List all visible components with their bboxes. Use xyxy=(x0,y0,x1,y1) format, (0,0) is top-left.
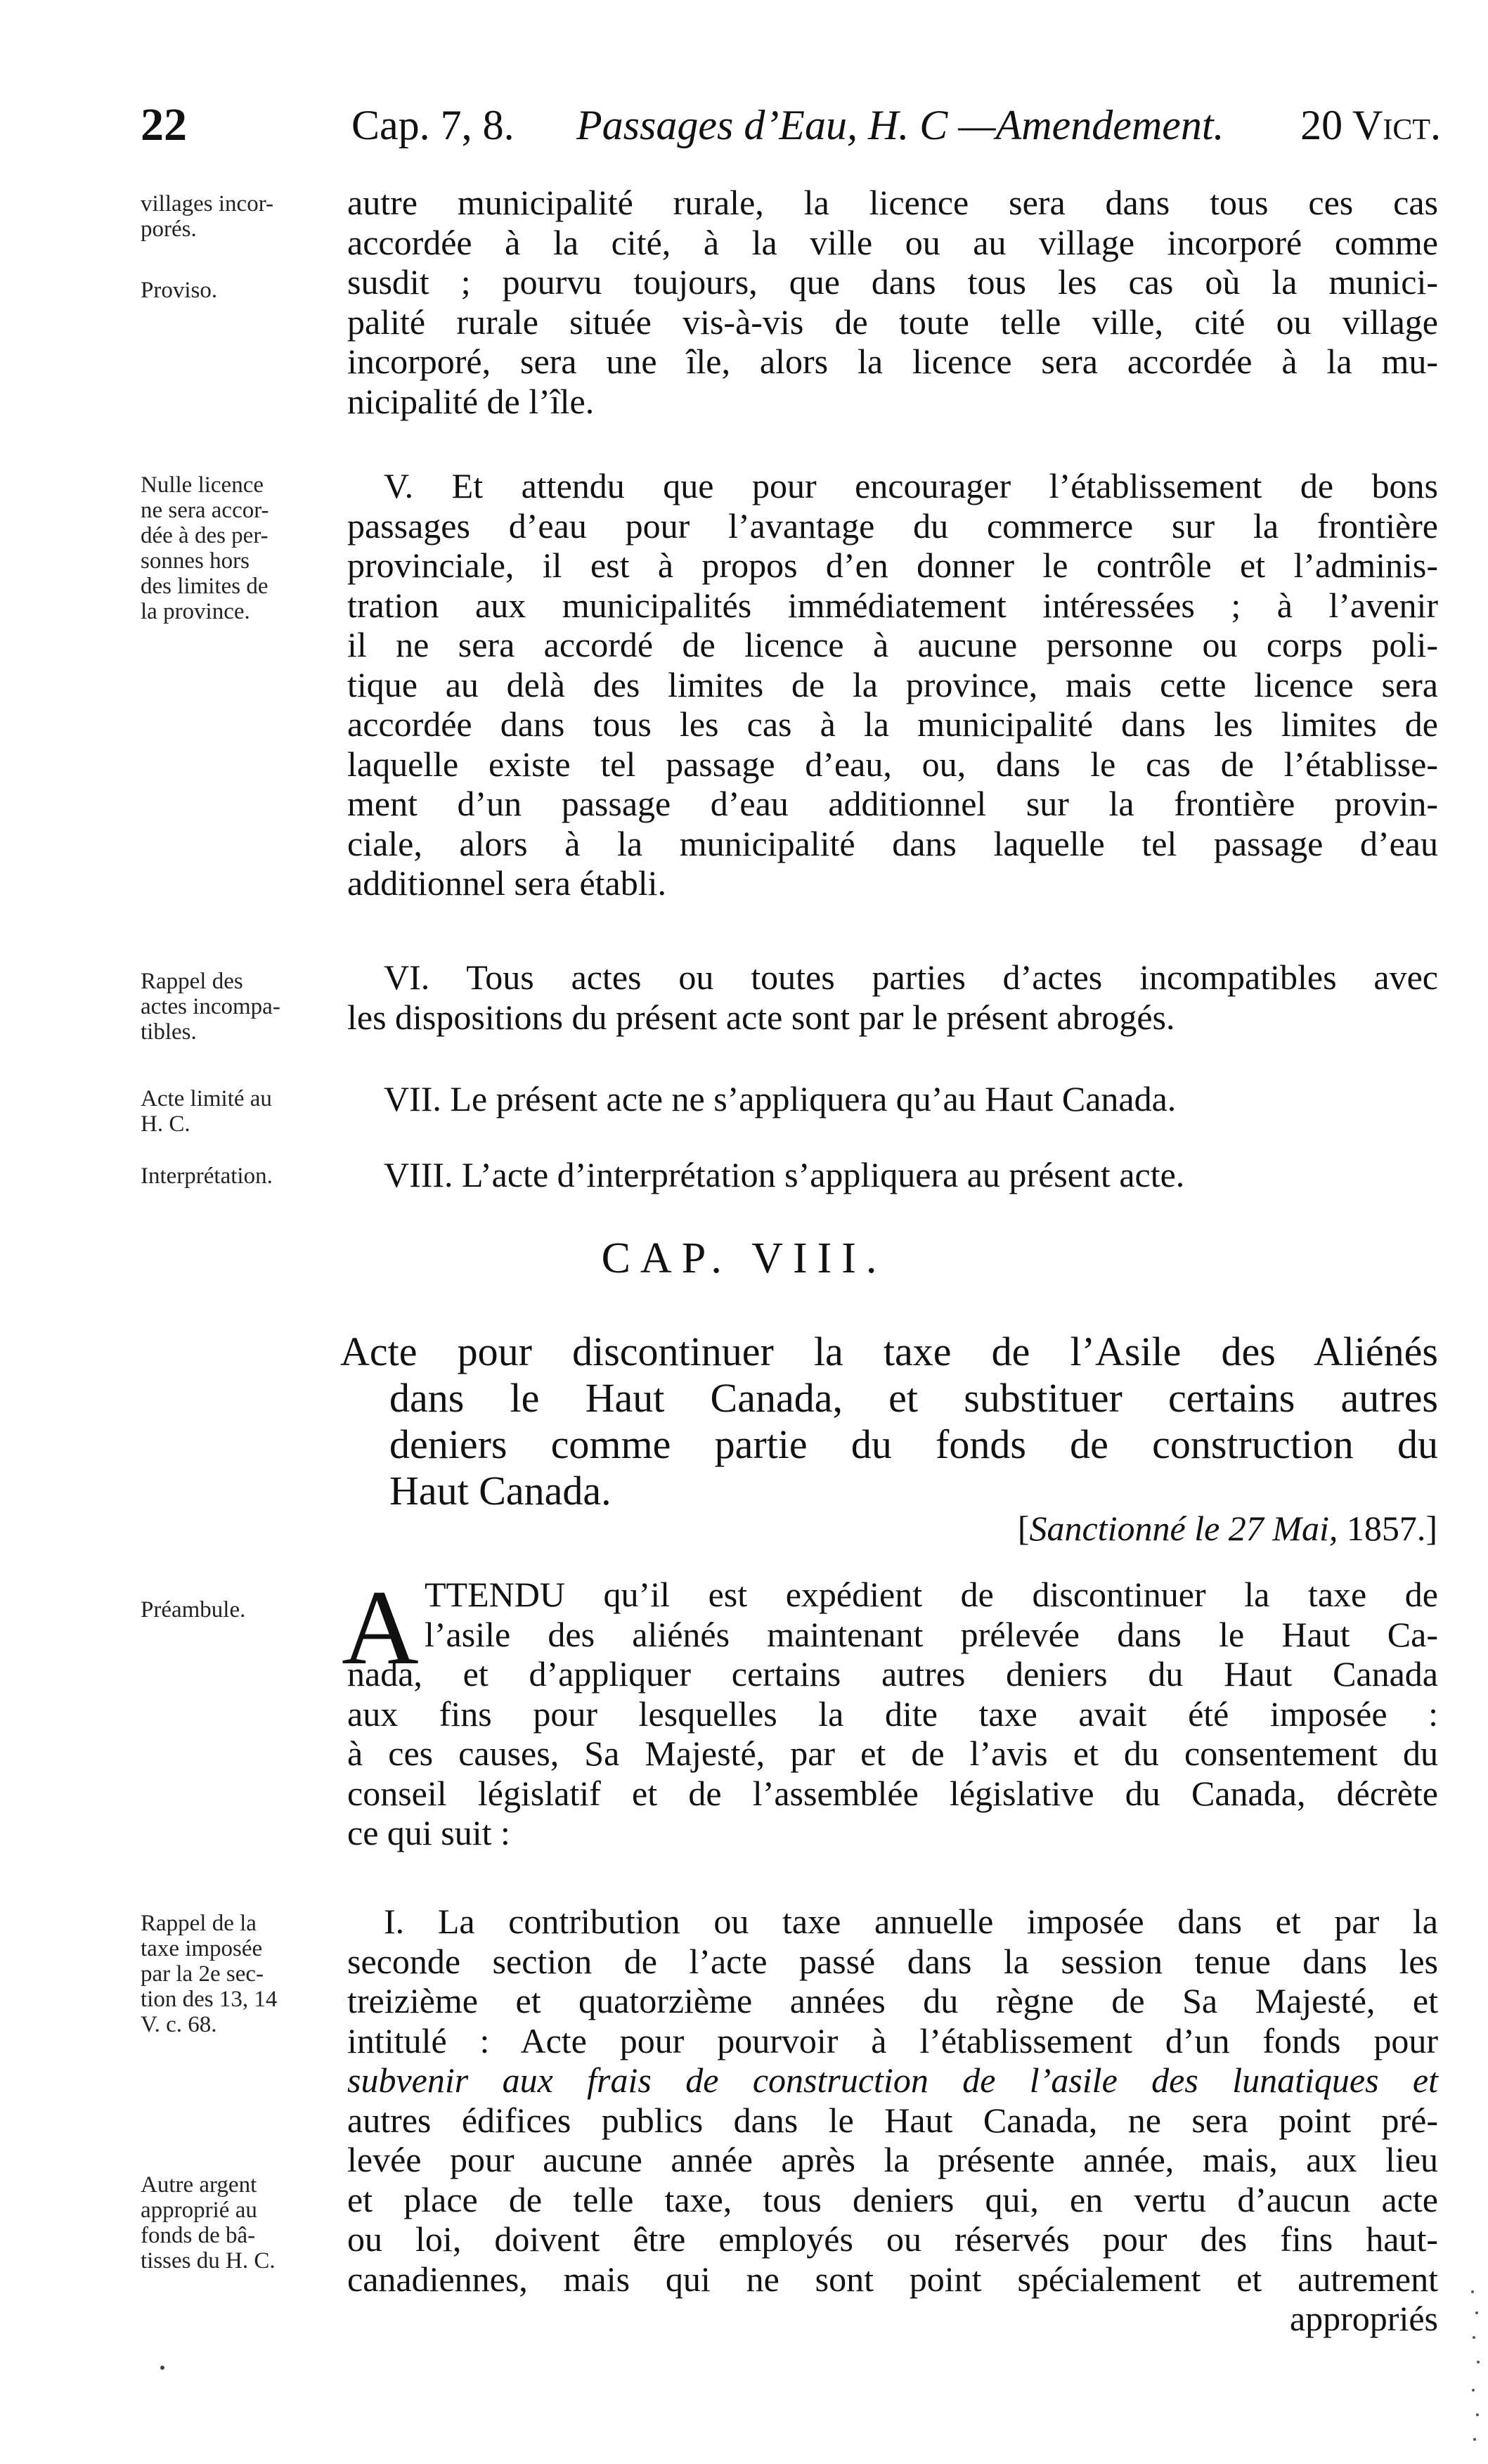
act-title: Acte pour discontinuer la taxe de l’Asile des Aliénés dans le Haut Canada, et substituer certains autres deniers comme partie du fonds de construction du Haut Canada. xyxy=(340,1329,1438,1514)
catchword: appropriés xyxy=(1289,2299,1438,2338)
margin-note-autre-argent: Autre argent approprié au fonds de bâ- tisses du H. C. xyxy=(141,2172,276,2273)
margin-note-rappel-taxe: Rappel de la taxe imposée par la 2e sec- tion des 13, 14 V. c. 68. xyxy=(141,1911,278,2037)
paragraph-section-vi: VI. Tous actes ou toutes parties d’actes incompatibles avec les dispositions du présent acte sont par le présent abrogés. xyxy=(347,957,1438,1037)
margin-note-rappel: Rappel des actes incompa- tibles. xyxy=(141,969,280,1045)
paragraph-section-v: V. Et attendu que pour encourager l’établissement de bons passages d’eau pour l’avantage du commerce sur la frontière provinciale, il est à propos d’en donner le contrôle et l’adminis- tration aux municipalités immédiatement intéressées ; à l’avenir il ne sera accordé de licence à aucune personne ou corps poli- tique au delà des limites de la province, mais cette licence sera accordée dans tous les cas à la municipalité dans les limites de laquelle existe tel passage d’eau, ou, dans le cas de l’établisse- ment d’un passage d’eau additionnel sur la frontière provin- ciale, alors à la municipalité dans laquelle tel passage d’eau additionnel sera établi. xyxy=(347,466,1438,903)
page-number: 22 xyxy=(141,99,187,150)
margin-note-preambule: Préambule. xyxy=(141,1597,246,1623)
regnal-year: 20 Vict. xyxy=(1300,102,1441,148)
running-header xyxy=(141,97,1441,153)
chapter-heading: CAP. VIII. xyxy=(601,1234,887,1282)
paragraph-section-viii: VIII. L’acte d’interprétation s’appliquera au présent acte. xyxy=(384,1155,1185,1194)
margin-note-acte-limite: Acte limité au H. C. xyxy=(141,1086,272,1137)
margin-note-proviso: Proviso. xyxy=(141,278,218,303)
margin-note-interpretation: Interprétation. xyxy=(141,1163,273,1189)
sanction-date: [Sanctionné le 27 Mai, 1857.] xyxy=(1017,1509,1437,1548)
chapter-reference: Cap. 7, 8. xyxy=(351,102,515,148)
margin-note-nulle-licence: Nulle licence ne sera accor- dée à des per- sonnes hors des limites de la province. xyxy=(141,472,269,624)
drop-cap: A xyxy=(342,1568,419,1686)
running-title: Passages d’Eau, H. C —Amendement. xyxy=(576,102,1224,148)
paragraph-section-vii: VII. Le présent acte ne s’appliquera qu’au Haut Canada. xyxy=(384,1079,1177,1118)
paragraph-villages: autre municipalité rurale, la licence sera dans tous ces cas accordée à la cité, à la ville ou au village incorporé comme susdit ; pourvu toujours, que dans tous les cas où la munici- palité rurale située vis-à-vis de toute telle ville, cité ou village incorporé, sera une île, alors la licence sera accordée à la mu- nicipalité de l’île. xyxy=(347,183,1438,421)
page-edge-specks xyxy=(1468,2285,1482,2453)
paragraph-preamble: TTENDU qu’il est expédient de discontinuer la taxe de l’asile des aliénés maintenant prélevée dans le Haut Ca- nada, et d’appliquer certains autres deniers du Haut Canada aux fins pour lesquelles la dite taxe avait été imposée : à ces causes, Sa Majesté, par et de l’avis et du consentement du conseil législatif et de l’assemblée législative du Canada, décrète ce qui suit : xyxy=(347,1575,1438,1852)
ink-speck xyxy=(160,2366,164,2370)
margin-note-villages: villages incor- porés. xyxy=(141,191,274,242)
paragraph-section-i: I. La contribution ou taxe annuelle imposée dans et par la seconde section de l’acte passé dans la session tenue dans les treizième et quatorzième années du règne de Sa Majesté, et intitulé : Acte pour pourvoir à l’établissement d’un fonds pour subvenir aux frais de construction de l’asile des lunatiques et autres édifices publics dans le Haut Canada, ne sera point pré- levée pour aucune année après la présente année, mais, aux lieu et place de telle taxe, tous deniers qui, en vertu d’aucun acte ou loi, doivent être employés ou réservés pour des fins haut- canadiennes, mais qui ne sont point spécialement et autrement appropriés xyxy=(347,1902,1438,2338)
